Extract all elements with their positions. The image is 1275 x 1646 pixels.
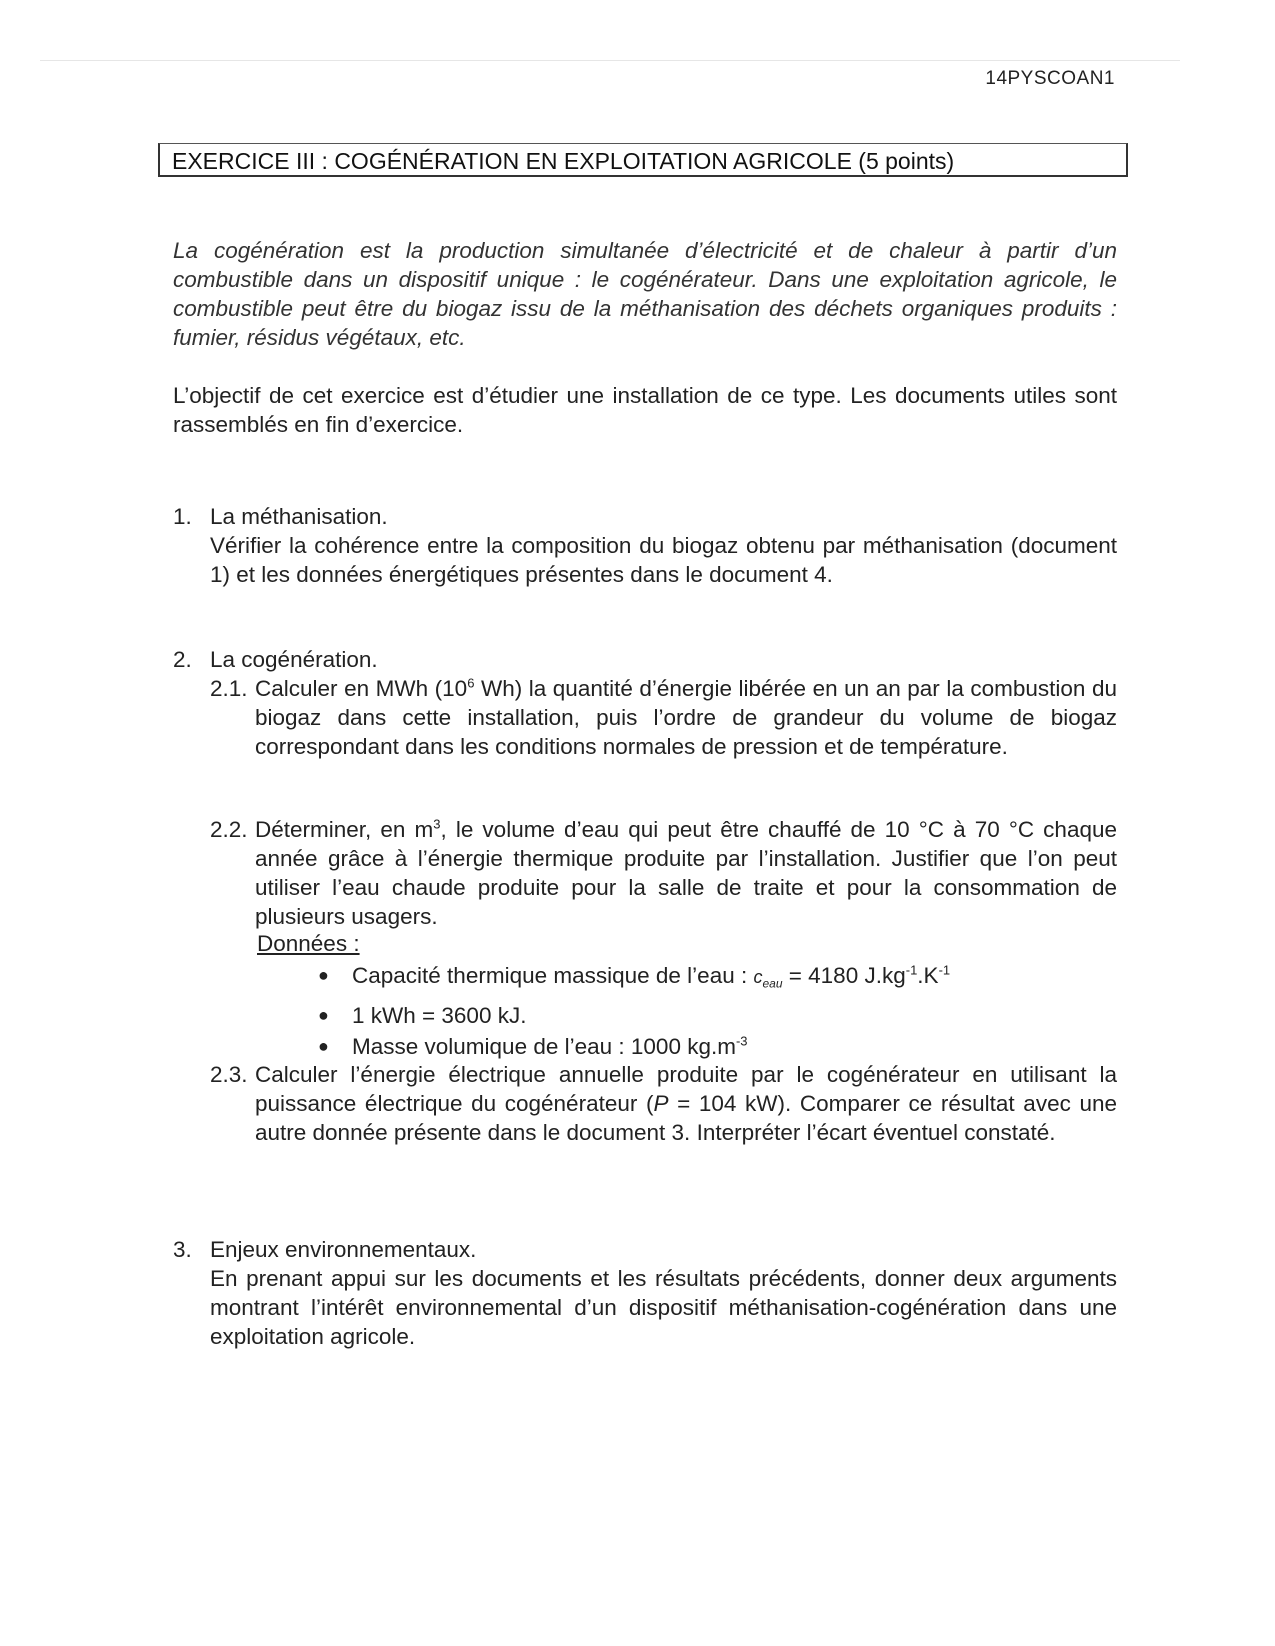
question-2-1-text-b: Wh) la quantité d’énergie libérée en un an par la combustion du biogaz dans cette installation, puis l’ordre de grandeur du volume de biogaz correspondant dans les conditions normales de pression et de température.: [255, 676, 1117, 759]
donnees-item-kwh: [310, 1000, 950, 1031]
eau-subscript: eau: [762, 976, 783, 991]
kelvin-unit: .K: [917, 963, 939, 988]
bullet-icon: ●: [318, 1035, 329, 1056]
capacite-value: = 4180 J.kg: [782, 963, 906, 988]
question-2-number: 2.: [173, 647, 192, 672]
c-eau-symbol: [753, 967, 783, 991]
question-2-1-exponent: 6: [467, 675, 475, 691]
question-3-text: En prenant appui sur les documents et les résultats précédents, donner deux arguments montrant l’intérêt environnemental d’un dispositif méthanisation-cogénération dans une exploitation agricole.: [210, 1266, 1117, 1349]
donnees-item-masse-text: Masse volumique de l’eau : 1000 kg.m: [352, 1033, 736, 1059]
page-reference: 14PYSCOAN1: [985, 68, 1115, 89]
question-3-number: 3.: [173, 1237, 192, 1262]
question-2-3-text-a: Calculer l’énergie électrique annuelle produite par le cogénérateur en utilisant la puissance électrique du cogénérateur (: [255, 1062, 1117, 1116]
donnees-item-capacite: [310, 960, 950, 1000]
question-2-2-number: 2.2.: [210, 817, 248, 842]
k-exponent: -1: [938, 962, 951, 978]
question-2-2-text-b: , le volume d’eau qui peut être chauffé de 10 °C à 70 °C chaque année grâce à l’énergie thermique produite par l’installation. Justifier que l’on peut utiliser l’eau chaude produite pour la salle de traite et pour la consommation de plusieurs usagers.: [255, 817, 1117, 929]
bullet-icon: ●: [318, 965, 329, 985]
intro-paragraph: La cogénération est la production simultanée d’électricité et de chaleur à partir d’un combustible dans un dispositif unique : le cogénérateur. Dans une exploitation agricole, le combustible peut être du biogaz issu de la méthanisation des déchets organiques produits : fumier, résidus végétaux, etc.: [173, 238, 1117, 350]
question-2-3-text-b: = 104 kW). Comparer ce résultat avec une autre donnée présente dans le document 3. Interpréter l’écart éventuel constaté.: [255, 1091, 1117, 1145]
kg-exponent: -1: [905, 962, 918, 978]
donnees-item-masse: [310, 1031, 950, 1062]
c-symbol: c: [753, 967, 763, 987]
question-1-number: 1.: [173, 504, 192, 529]
power-variable: P: [653, 1091, 669, 1116]
donnees-list: [310, 960, 950, 1062]
donnees-item-kwh-text: 1 kWh = 3600 kJ.: [352, 1002, 527, 1028]
objective-paragraph: L’objectif de cet exercice est d’étudier une installation de ce type. Les documents utiles sont rassemblés en fin d’exercice.: [173, 383, 1117, 437]
question-2-2-text: [255, 815, 1117, 931]
bullet-icon: ●: [318, 1004, 329, 1025]
scan-edge-line: [40, 60, 1180, 61]
question-1-heading: La méthanisation.: [210, 504, 388, 529]
question-2-3-number: 2.3.: [210, 1062, 248, 1087]
question-2-3-text: [255, 1060, 1117, 1147]
question-2-heading: La cogénération.: [210, 647, 378, 672]
question-2-2-exponent: 3: [433, 816, 441, 832]
question-2-1-text-a: Calculer en MWh (10: [255, 676, 468, 701]
m-exponent: -3: [735, 1033, 748, 1049]
exercise-title: EXERCICE III : COGÉNÉRATION EN EXPLOITATION AGRICOLE (5 points): [158, 143, 1128, 177]
question-2-1-number: 2.1.: [210, 676, 248, 701]
question-2-1-text: [255, 674, 1117, 761]
question-1-text: Vérifier la cohérence entre la composition du biogaz obtenu par méthanisation (document 1) et les données énergétiques présentes dans le document 4.: [210, 533, 1117, 587]
question-3-heading: Enjeux environnementaux.: [210, 1237, 477, 1262]
donnees-item-capacite-label: Capacité thermique massique de l’eau :: [352, 963, 754, 988]
donnees-label: Données :: [257, 931, 360, 956]
question-2-2-text-a: Déterminer, en m: [255, 817, 434, 842]
